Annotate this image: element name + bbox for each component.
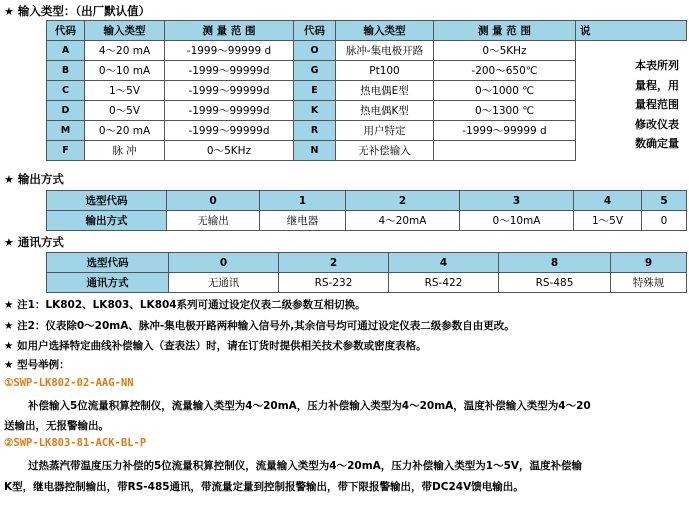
- note-3: ★ 如用户选择特定曲线补偿输入（查表法）时，请在订货时提供相关技术参数或密度表格。: [4, 340, 427, 352]
- header-cell: 2: [279, 253, 389, 273]
- note-1: ★ 注1：LK802、LK803、LK804系列可通过设定仪表二级参数互相切换。: [4, 299, 366, 311]
- side-note-line: 数确定量: [635, 137, 679, 150]
- header-cell: 代码: [47, 21, 85, 41]
- table-cell: 无输出: [167, 211, 260, 231]
- note-2: ★ 注2：仪表除0～20mA、脉冲-集电极开路两种输入信号外,其余信号均可通过设定仪表二级参数自由更改。: [4, 320, 515, 332]
- table-cell: 脉 冲: [85, 141, 165, 161]
- section-output-header: [4, 171, 64, 187]
- comm-mode-table: [46, 252, 687, 293]
- header-cell: 3: [460, 191, 574, 211]
- header-cell: 0: [167, 191, 260, 211]
- section-comm-header: [4, 234, 64, 250]
- star-icon: ★: [4, 173, 14, 186]
- header-cell: 测 量 范 围: [165, 21, 294, 41]
- code-cell: E: [294, 81, 336, 101]
- header-cell: 8: [499, 253, 611, 273]
- side-note-line: 量程范围: [635, 98, 679, 111]
- header-cell: 通讯方式: [47, 273, 169, 293]
- table-cell: 热电偶K型: [336, 101, 434, 121]
- table-cell: RS-422: [389, 273, 499, 293]
- header-cell: 代码: [294, 21, 336, 41]
- code-cell: M: [47, 121, 85, 141]
- header-cell: 输入类型: [336, 21, 434, 41]
- code-cell: A: [47, 41, 85, 61]
- header-cell: 说: [576, 21, 687, 41]
- table-cell: -200～650℃: [434, 61, 576, 81]
- table-cell: 0: [642, 211, 687, 231]
- code-cell: G: [294, 61, 336, 81]
- code-cell: B: [47, 61, 85, 81]
- table-cell: 继电器: [260, 211, 346, 231]
- header-cell: 2: [346, 191, 460, 211]
- table-cell: 4～20 mA: [85, 41, 165, 61]
- header-cell: 4: [574, 191, 642, 211]
- table-cell: 特殊规: [611, 273, 687, 293]
- table-cell: 无补偿输入: [336, 141, 434, 161]
- header-cell: 测 量 范 围: [434, 21, 576, 41]
- side-note-line: 本表所列: [635, 59, 679, 72]
- table-cell: 0～1000 ℃: [434, 81, 576, 101]
- table-cell: [434, 141, 576, 161]
- table-cell: -1999～99999 d: [165, 41, 294, 61]
- table-row: [47, 191, 687, 211]
- table-cell: RS-485: [499, 273, 611, 293]
- table-cell: 脉冲-集电极开路: [336, 41, 434, 61]
- star-icon: ★: [4, 5, 14, 18]
- table-cell: 热电偶E型: [336, 81, 434, 101]
- code-cell: O: [294, 41, 336, 61]
- code-cell: C: [47, 81, 85, 101]
- code-cell: R: [294, 121, 336, 141]
- section-input-type-header: [4, 3, 150, 19]
- table-row: [47, 273, 687, 293]
- output-mode-table: [46, 190, 687, 231]
- section-title: 通讯方式: [17, 235, 64, 249]
- header-cell: 4: [389, 253, 499, 273]
- side-note-line: 修改仪表: [635, 117, 679, 131]
- table-cell: 0～1300 ℃: [434, 101, 576, 121]
- example-1-line2: 送输出，无报警输出。: [4, 420, 109, 432]
- table-row: [47, 41, 687, 61]
- table-cell: 0～10mA: [460, 211, 574, 231]
- table-cell: RS-232: [279, 273, 389, 293]
- table-cell: 0～5KHz: [165, 141, 294, 161]
- table-cell: -1999～99999d: [165, 121, 294, 141]
- table-cell: 0～10 mA: [85, 61, 165, 81]
- section-title: 输入类型：（出厂默认值）: [17, 4, 151, 18]
- input-type-table: [46, 20, 687, 161]
- table-cell: 用户特定: [336, 121, 434, 141]
- example-2-line2: K型，继电器控制输出，带RS-485通讯，带流量定量到控制报警输出，带下限报警输出，带DC24V馈电输出。: [4, 481, 524, 493]
- side-note-line: 量程，用: [635, 78, 679, 92]
- header-cell: 5: [642, 191, 687, 211]
- table-cell: 1～5V: [574, 211, 642, 231]
- code-cell: D: [47, 101, 85, 121]
- table-cell: 4～20mA: [346, 211, 460, 231]
- star-icon: ★: [4, 236, 14, 249]
- header-cell: 0: [169, 253, 279, 273]
- table-cell: 1～5V: [85, 81, 165, 101]
- header-cell: 选型代码: [47, 191, 167, 211]
- table-cell: Pt100: [336, 61, 434, 81]
- example-1-line1: 补偿输入5位流量积算控制仪，流量输入类型为4～20mA，压力补偿输入类型为4～20mA，温度补偿输入类型为4～20: [28, 400, 591, 412]
- code-cell: N: [294, 141, 336, 161]
- header-cell: 9: [611, 253, 687, 273]
- table-row: [47, 211, 687, 231]
- side-note: [635, 56, 679, 154]
- table-cell: -1999～99999d: [165, 81, 294, 101]
- table-row: [47, 253, 687, 273]
- table-cell: 0～20 mA: [85, 121, 165, 141]
- header-cell: 选型代码: [47, 253, 169, 273]
- table-cell: 0～5KHz: [434, 41, 576, 61]
- table-cell: 0～5V: [85, 101, 165, 121]
- header-cell: 1: [260, 191, 346, 211]
- example-1-code: ①SWP-LK802-02-AAG-NN: [4, 377, 134, 389]
- note-example-header: ★ 型号举例：: [4, 359, 70, 371]
- code-cell: K: [294, 101, 336, 121]
- table-cell: -1999～99999d: [165, 101, 294, 121]
- table-cell: -1999～99999d: [165, 61, 294, 81]
- table-cell: -1999～99999 d: [434, 121, 576, 141]
- header-cell: 输入类型: [85, 21, 165, 41]
- code-cell: F: [47, 141, 85, 161]
- example-2-line1: 过热蒸汽带温度压力补偿的5位流量积算控制仪，流量输入类型为4～20mA，压力补偿输入类型为1～5V，温度补偿输: [28, 460, 583, 472]
- table-header-row: [47, 21, 687, 41]
- section-title: 输出方式: [17, 172, 64, 186]
- header-cell: 输出方式: [47, 211, 167, 231]
- example-2-code: ②SWP-LK803-81-ACK-BL-P: [4, 437, 147, 449]
- table-cell: 无通讯: [169, 273, 279, 293]
